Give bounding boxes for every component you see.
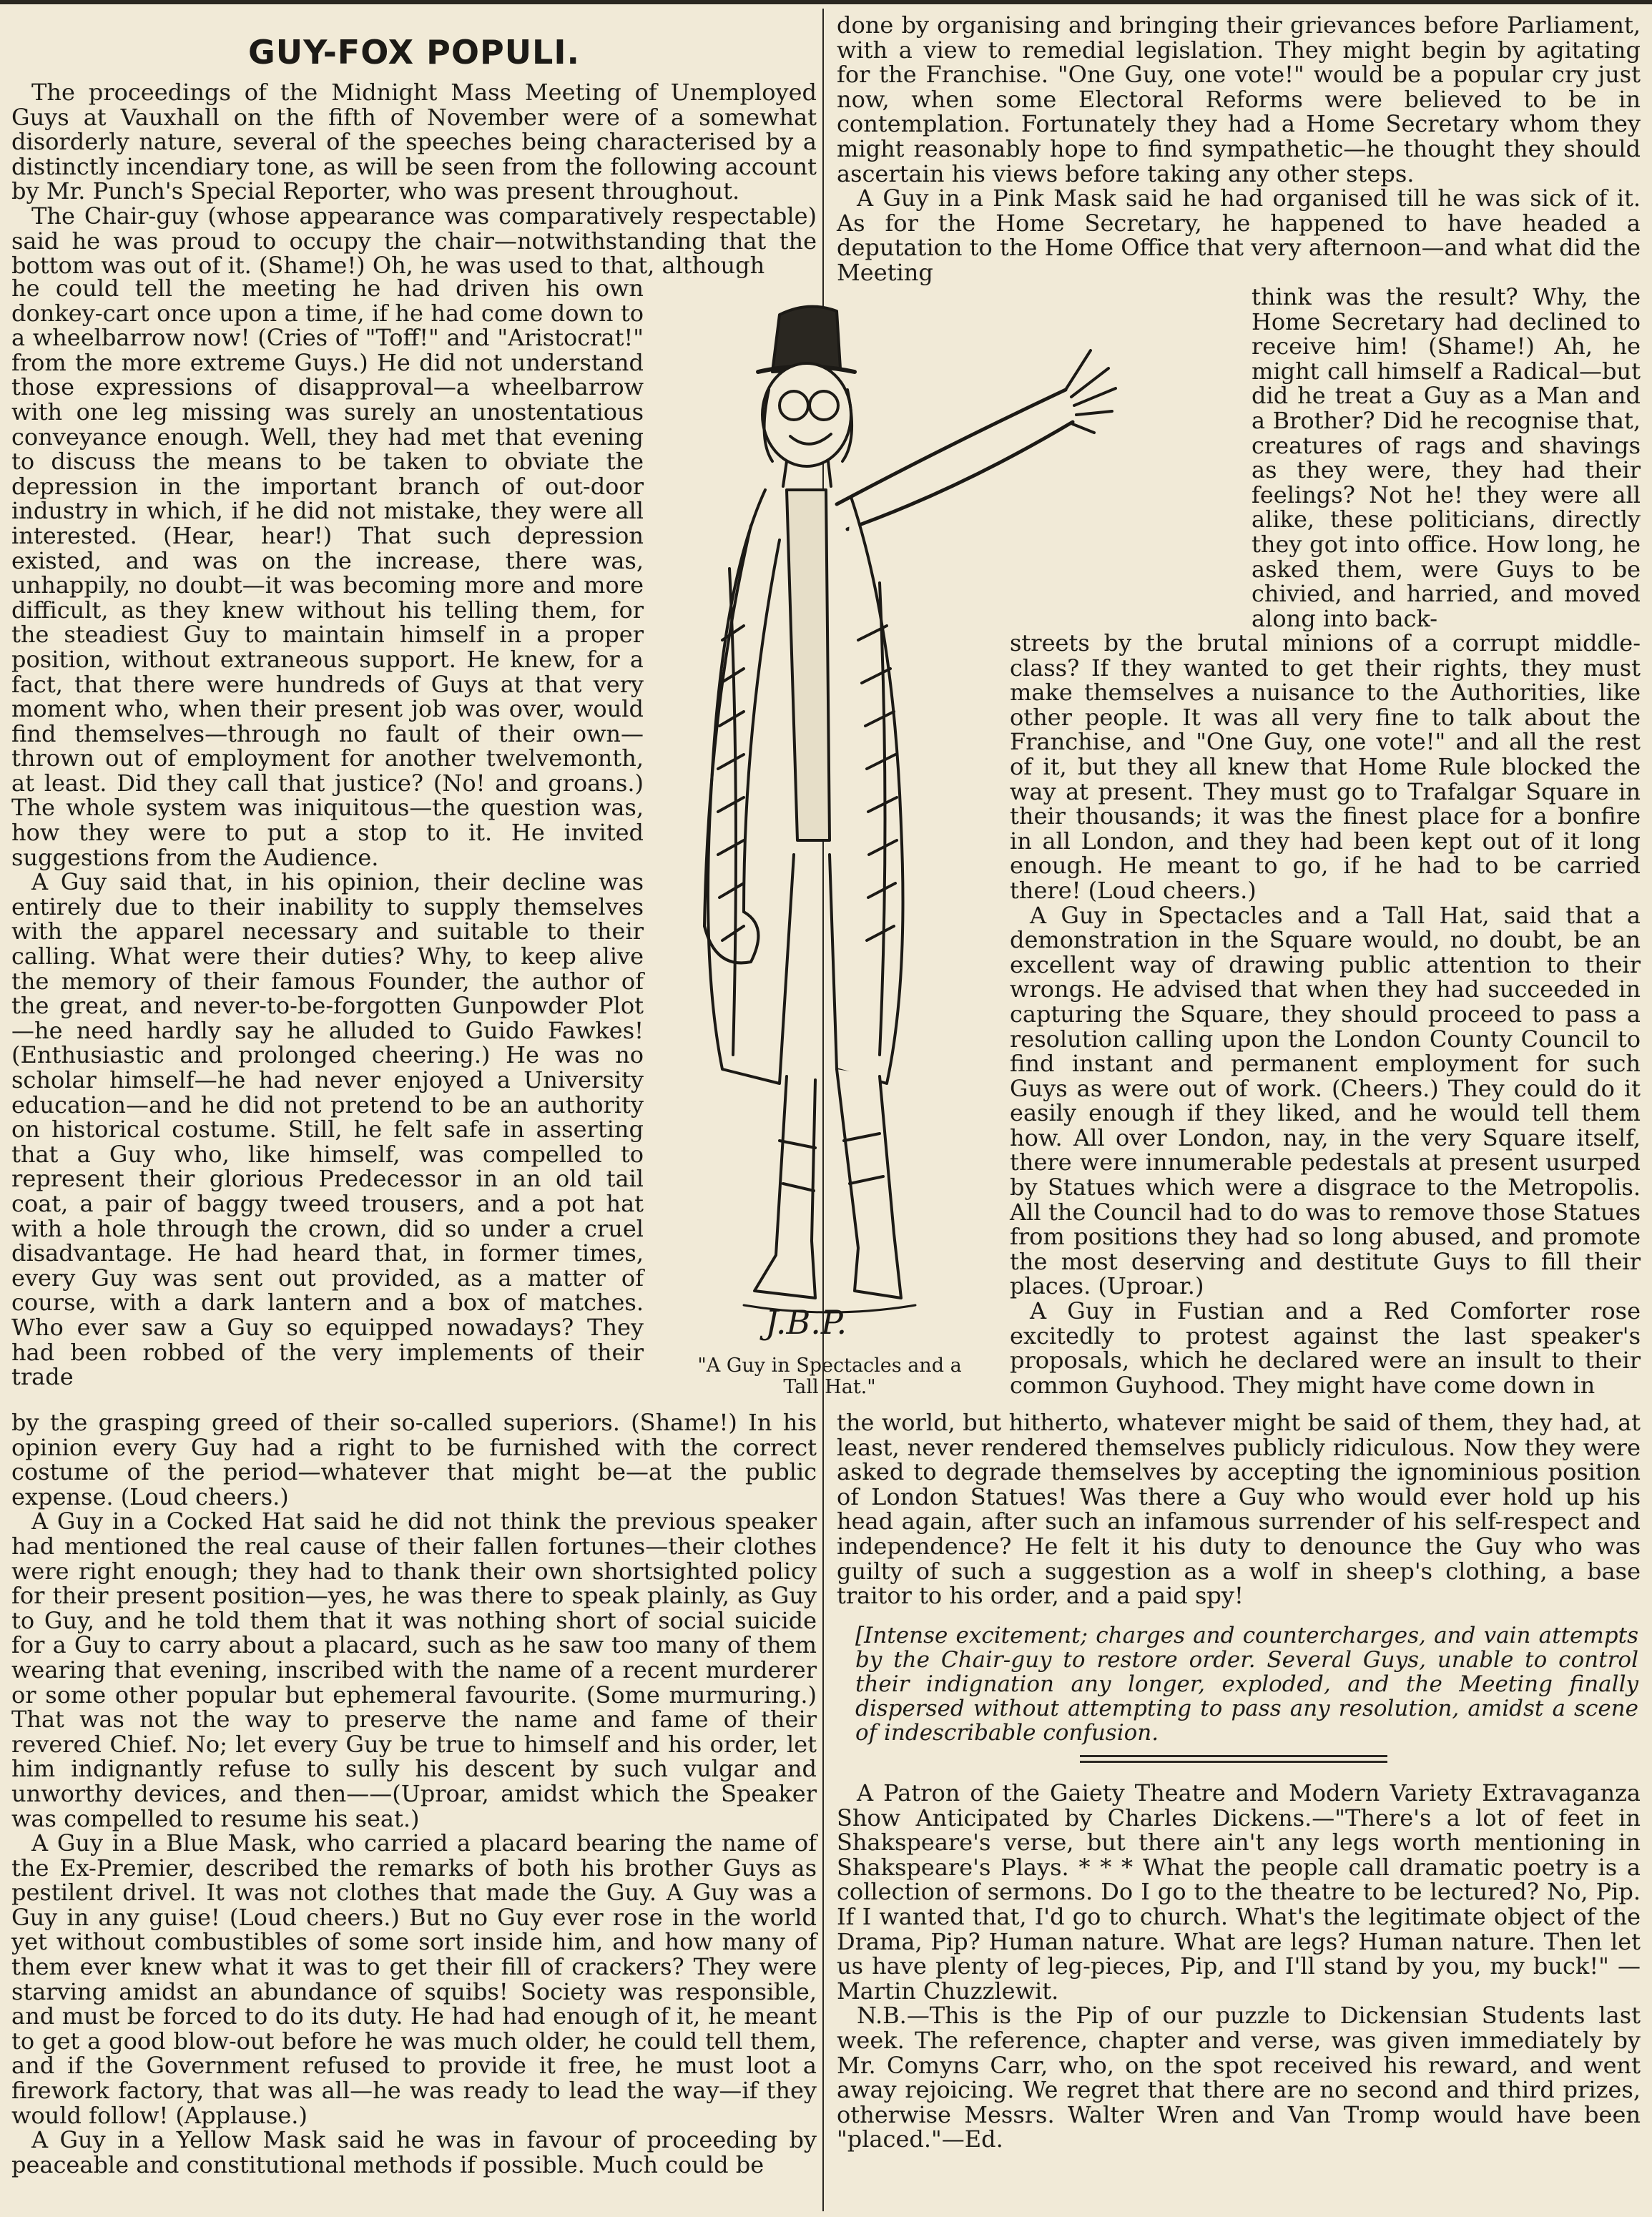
top-rule [0,0,1652,4]
chair-guy-paragraph-cont: he could tell the meeting he had driven his own donkey-cart once upon a time, if he had come down to a wheelbarrow now! (Cries of "Toff!" and "Aristocrat!" from the more extreme Guys.) He did not understand those expressions of disapproval—a wheelbarrow with one leg missing was surely an unostentatious conveyance enough. Well, they had met that evening to discuss the means to be taken to obviate the depression in the important branch of out-door industry in which, if he did not mistake, they were all interested. (Hear, hear!) That such depression existed, and was on the increase, there was, unhappily, no doubt—it was becoming more and more difficult, as they knew without his telling them, for the steadiest Guy to maintain himself in a proper position, without extraneous support. He knew, for a fact, that there were hundreds of Guys at that very moment who, when their present job was over, would find themselves—through no fault of their own—thrown out of employment for another twelvemonth, at least. Did they call that justice? (No! and groans.) The whole system was iniquitous—the question was, how they were to put a stop to it. He invited suggestions from the Audience. [11,275,644,871]
yellow-mask-paragraph-cont: done by organising and bringing their grievances before Parliament, with a view to remedial legislation. They might begin by agitating for the Franchise. "One Guy, one vote!" would be a popular cry just now, when some Electoral Reforms were believed to be in contemplation. Fortunately they had a Home Secretary whom they might reasonably hope to find sympathetic—he thought they should ascertain his views before taking any other steps. [837,11,1641,187]
stage-direction: [Intense excitement; charges and countercharges, and vain attempts by the Chair-guy to restore order. Several Guys, unable to control their indignation any longer, exploded, and the Meeting finally dispersed without attempting to pass any resolution, amidst a scene of indescribable confusion. [855,1623,1638,1746]
column-left-top [11,80,817,278]
caption-line-2: Tall Hat." [783,1376,876,1398]
fustian-paragraph-cont: the world, but hitherto, whatever might be said of them, they had, at least, never rendered themselves publicly ridiculous. Now they were asked to degrade themselves by accepting the ignominious position of London Statues! Was there a Guy who would ever hold up his head again, after such an infamous surrender of his self-respect and independence? He felt it his duty to denounce the Guy who was guilty of such a suggestion as a wolf in sheep's clothing, a base traitor to his order, and a paid spy! [837,1409,1641,1610]
column-right-narrow [1252,285,1641,631]
blue-mask-paragraph: A Guy in a Blue Mask, who carried a placard bearing the name of the Ex-Premier, described the remarks of both his brother Guys as pestilent drivel. It was not clothes that made the Guy. A Guy was a Guy in any guise! (Loud cheers.) But no Guy ever rose in the world yet without combustibles of some sort inside him, and how many of them ever knew what it was to get their fill of crackers? They were starving amidst an abundance of squibs! Society was responsible, and must be forced to do its duty. He had had enough of it, he meant to get a good blow-out before he was much older, he could tell them, and if the Government refused to provide it free, he must loot a firework factory, that was all—he was ready to lead the way—if they would follow! (Applause.) [11,1829,817,2129]
artist-signature: J.B.P. [765,1303,847,1341]
column-left-narrow [11,276,644,1390]
illustration-caption [665,1355,994,1398]
pink-mask-paragraph-end: streets by the brutal minions of a corrupt middle-class? If they wanted to get their rights, they must make themselves a nuisance to the Authorities, like other people. It was all very fine to talk about the Franchise, and "One Guy, one vote!" and all the rest of it, but they all knew that Home Rule blocked the way at present. They must go to Trafalgar Square in their thousands; it was the finest place for a bonfire in all London, and they had been kept out of it long enough. He meant to go, if he had to be carried there! (Loud cheers.) [1010,629,1641,904]
pink-mask-paragraph-cont: think was the result? Why, the Home Secretary had declined to receive him! (Shame!) Ah, he might call himself a Radical—but did he treat a Guy as a Man and a Brother? Did he recognise that, creatures of rags and shavings as they were, they had their feelings? Not he! they were all alike, these politicians, directly they got into office. How long, he asked them, were Guys to be chivied, and harried, and moved along into back- [1252,283,1641,632]
column-left-bottom [11,1410,817,2177]
section-rule-1 [1080,1755,1387,1757]
gaiety-piece [837,1781,1641,2152]
nb-paragraph: N.B.—This is the Pip of our puzzle to Dickensian Students last week. The reference, chapter and verse, was given immediately by Mr. Comyns Carr, who, on the spot received his reward, and went away rejoicing. We regret that there are no second and third prizes, otherwise Messrs. Walter Wren and Van Tromp would have been "placed."—Ed. [837,2002,1641,2153]
column-right-top [837,13,1641,285]
caption-line-1: "A Guy in Spectacles and a [697,1355,962,1377]
article-title: GUY-FOX POPULI. [248,33,580,72]
lead-paragraph: The proceedings of the Midnight Mass Meeting of Unemployed Guys at Vauxhall on the fifth of November were of a somewhat disorderly nature, several of the speeches being characterised by a distinctly incendiary tone, as will be seen from the following account by Mr. Punch's Special Reporter, who was present throughout. [11,79,817,205]
first-guy-paragraph: A Guy said that, in his opinion, their decline was entirely due to their inability to supply themselves with the apparel necessary and suitable to their calling. What were their duties? Why, to keep alive the memory of their famous Founder, the author of the great, and never-to-be-forgotten Gunpowder Plot—he need hardly say he alluded to Guido Fawkes! (Enthusiastic and prolonged cheering.) He was no scholar himself—he had never enjoyed a University education—and he did not pretend to be an authority on historical costume. Still, he felt safe in asserting that a Guy who, like himself, was compelled to represent their glorious Predecessor in an old tail coat, a pair of baggy tweed trousers, and a pot hat with a hole through the crown, did so under a cruel disadvantage. He had heard that, in former times, every Guy was sent out provided, as a matter of course, with a dark lantern and a box of matches. Who ever saw a Guy so equipped nowadays? They had been robbed of the very implements of their trade [11,868,644,1391]
yellow-mask-paragraph: A Guy in a Yellow Mask said he was in favour of proceeding by peaceable and constitutional methods if possible. Much could be [11,2126,817,2178]
cocked-hat-paragraph: A Guy in a Cocked Hat said he did not think the previous speaker had mentioned the real cause of their fallen fortunes—their clothes were right enough; they had to thank their own shortsighted policy for their present position—yes, he was there to speak plainly, as Guy to Guy, and he told them that it was nothing short of social suicide for a Guy to carry about a placard, such as he saw too many of them wearing that evening, inscribed with the name of a recent murderer or some other popular but ephemeral favourite. (Some murmuring.) That was not the way to preserve the name and fame of their revered Chief. No; let every Guy be true to himself and his order, let him indignantly refuse to sully his descent by such vulgar and unworthy devices, and then——(Uproar, amidst which the Speaker was compelled to resume his seat.) [11,1508,817,1832]
section-rule-2 [1080,1761,1387,1763]
guy-illustration [644,282,1159,1341]
chair-guy-paragraph-start: The Chair-guy (whose appearance was comparatively respectable) said he was proud to occupy the chair—notwithstanding that the bottom was out of it. (Shame!) Oh, he was used to that, although [11,202,817,280]
fustian-paragraph: A Guy in Fustian and a Red Comforter rose excitedly to protest against the last speaker's proposals, which he declared were an insult to their common Guyhood. They might have come down in [1010,1297,1641,1399]
gaiety-paragraph: A Patron of the Gaiety Theatre and Modern Variety Extravaganza Show Anticipated by Charles Dickens.—"There's a lot of feet in Shakspeare's verse, but there ain't any legs worth mentioning in Shakspeare's Plays. * * * What the people call dramatic poetry is a collection of sermons. Do I go to the theatre to be lectured? No, Pip. If I wanted that, I'd go to church. What's the legitimate object of the Drama, Pip? Human nature. What are legs? Human nature. Then let us have plenty of leg-pieces, Pip, and I'll stand by you, my buck!" — Martin Chuzzlewit. [837,1779,1641,2005]
spectacles-paragraph: A Guy in Spectacles and a Tall Hat, said that a demonstration in the Square would, no doubt, be an excellent way of drawing public attention to their wrongs. He advised that when they had succeeded in capturing the Square, they should proceed to pass a resolution calling upon the London County Council to find instant and permanent employment for such Guys as were out of work. (Cheers.) They could do it easily enough if they liked, and he would tell them how. All over London, nay, in the very Square itself, there were innumerable pedestals at present usurped by Statues which were a disgrace to the Metropolis. All the Council had to do was to remove those Statues from positions they had so long abused, and promote the most deserving and destitute Guys to fill their places. (Uproar.) [1010,901,1641,1300]
column-right-lower [837,1410,1641,1608]
first-guy-paragraph-end: by the grasping greed of their so-called superiors. (Shame!) In his opinion every Guy had a right to be furnished with the correct costume of the period—whatever that might be—at the public expense. (Loud cheers.) [11,1409,817,1510]
pink-mask-paragraph: A Guy in a Pink Mask said he had organised till he was sick of it. As for the Home Secretary, he happened to have headed a deputation to the Home Office that very afternoon—and what did the Meeting [837,185,1641,286]
